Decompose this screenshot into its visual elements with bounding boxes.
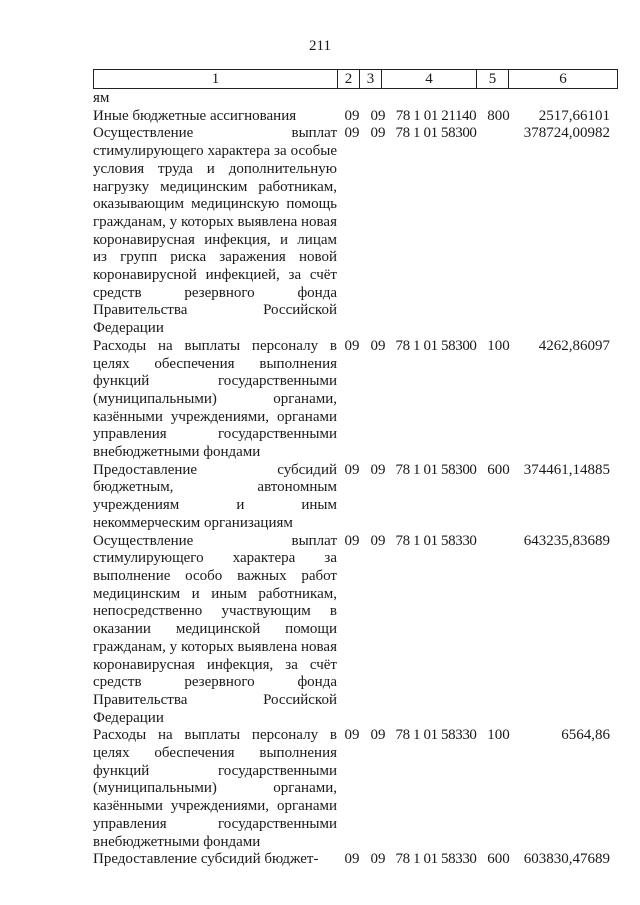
row-section: 09	[344, 461, 360, 478]
row-section: 09	[344, 727, 360, 744]
row-subsection: 09	[370, 727, 386, 744]
row-amount: 378724,00982	[523, 125, 610, 142]
row-name: ям	[93, 90, 110, 106]
row-amount: 6564,86	[561, 727, 610, 744]
row-target-article: 78 1 01 58300	[395, 461, 477, 478]
row-expense-type: 600	[487, 461, 510, 478]
row-name: Расходы на выплаты персоналу в целях обеспечения выполнения функций государственными (муниципальными) органами, казёнными учреждениями, органами управления государственными внебюджетными фондами	[93, 337, 337, 461]
row-subsection: 09	[370, 461, 386, 478]
table-row	[93, 108, 618, 126]
row-expense-type: 800	[487, 107, 510, 124]
row-name: Предоставление субсидий бюджет-	[93, 851, 319, 868]
row-target-article: 78 1 01 58330	[395, 851, 477, 868]
row-name: Осуществление выплат стимулирующего характера за выполнение особо важных работ медицинским и иным работникам, непосредственно участвующим в оказании медицинской помощи гражданам, у которых выявлена новая коронавирусная инфекция, за счёт средств резервного фонда Правительства Российской Федерации	[93, 532, 337, 726]
column-header-6: 6	[509, 70, 618, 89]
row-target-article: 78 1 01 58330	[395, 532, 477, 549]
table-row	[93, 338, 618, 462]
column-header-3: 3	[360, 70, 382, 89]
table-row	[93, 125, 618, 337]
row-expense-type: 600	[487, 851, 510, 868]
row-section: 09	[344, 337, 360, 354]
row-section: 09	[344, 107, 360, 124]
budget-table-body	[93, 90, 618, 869]
row-amount: 643235,83689	[523, 532, 610, 549]
row-name: Осуществление выплат стимулирующего характера за особые условия труда и дополнительную нагрузку медицинским работникам, оказывающим медицинскую помощь гражданам, у которых выявлена новая коронавирусная инфекция, и лицам из групп риска заражения новой коронавирусной инфекцией, за счёт средств резервного фонда Правительства Российской Федерации	[93, 125, 337, 337]
table-row	[93, 533, 618, 728]
row-amount: 2517,66101	[538, 107, 610, 124]
row-subsection: 09	[370, 532, 386, 549]
row-target-article: 78 1 01 58330	[395, 727, 477, 744]
row-section: 09	[344, 851, 360, 868]
row-target-article: 78 1 01 58300	[395, 125, 477, 142]
column-header-1: 1	[94, 70, 338, 89]
table-row	[93, 462, 618, 533]
row-section: 09	[344, 532, 360, 549]
row-target-article: 78 1 01 21140	[395, 107, 477, 124]
column-header-2: 2	[338, 70, 360, 89]
row-subsection: 09	[370, 107, 386, 124]
row-subsection: 09	[370, 337, 386, 354]
row-amount: 4262,86097	[538, 337, 610, 354]
table-row	[93, 727, 618, 851]
table-row	[93, 90, 618, 108]
column-header-5: 5	[477, 70, 509, 89]
table-row	[93, 851, 618, 869]
row-expense-type: 100	[487, 337, 510, 354]
row-name: Иные бюджетные ассигнования	[93, 107, 297, 124]
row-name: Расходы на выплаты персоналу в целях обеспечения выполнения функций государственными (муниципальными) органами, казёнными учреждениями, органами управления государственными внебюджетными фондами	[93, 727, 337, 850]
row-target-article: 78 1 01 58300	[395, 337, 477, 354]
column-header-4: 4	[382, 70, 477, 89]
row-subsection: 09	[370, 125, 386, 142]
row-name: Предоставление субсидий бюджетным, автономным учреждениям и иным некоммерческим организациям	[93, 461, 337, 531]
page-number: 211	[309, 38, 331, 54]
row-expense-type: 100	[487, 727, 510, 744]
row-amount: 603830,47689	[523, 851, 610, 868]
row-subsection: 09	[370, 851, 386, 868]
row-amount: 374461,14885	[523, 461, 610, 478]
column-header-table	[93, 69, 618, 89]
row-section: 09	[344, 125, 360, 142]
